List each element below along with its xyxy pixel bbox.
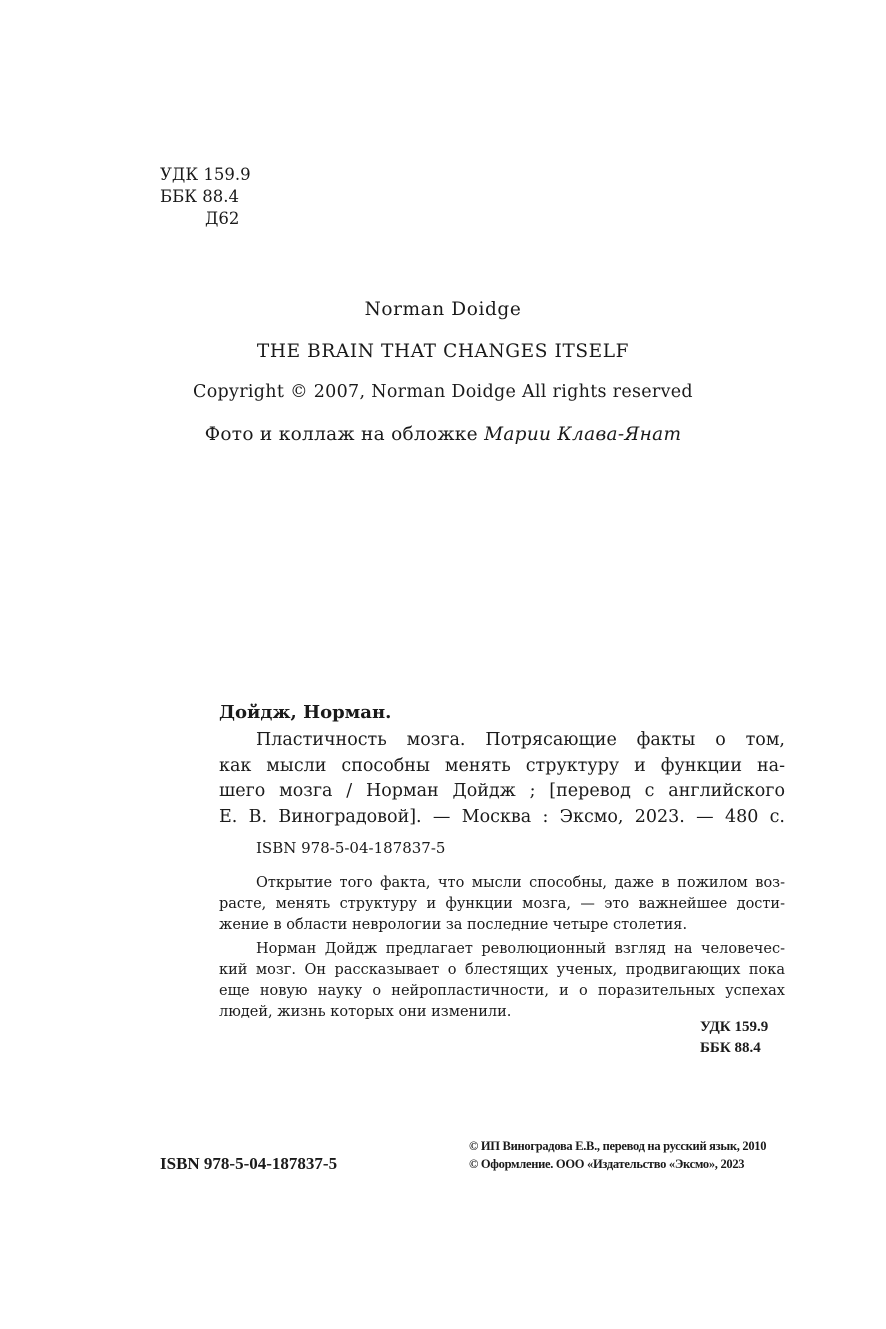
bottom-classification-codes xyxy=(700,1017,768,1059)
description-line: Е. В. Виноградовой]. — Москва : Эксмо, 2023. — 480 с. xyxy=(219,806,785,827)
annotation-line: расте, менять структуру и функции мозга, — это важнейшее дости- xyxy=(219,896,785,912)
author-mark: Д62 xyxy=(205,209,240,228)
annotation-line: людей, жизнь которых они изменили. xyxy=(219,1004,512,1020)
cover-credit-artist: Марии Клава-Янат xyxy=(484,424,682,445)
footer-isbn: ISBN 978-5-04-187837-5 xyxy=(160,1154,338,1173)
translation-rights: © ИП Виноградова Е.В., перевод на русский язык, 2010 xyxy=(469,1139,767,1153)
original-title: THE BRAIN THAT CHANGES ITSELF xyxy=(256,341,630,362)
udk-code: УДК 159.9 xyxy=(160,165,251,184)
annotation-line: Открытие того факта, что мысли способны, даже в пожилом воз- xyxy=(256,875,785,891)
description-line: Пластичность мозга. Потрясающие факты о том, xyxy=(256,730,785,750)
annotation-line: жение в области неврологии за последние четыре столетия. xyxy=(219,917,688,933)
classification-codes xyxy=(160,164,251,230)
bottom-udk-code: УДК 159.9 xyxy=(700,1019,769,1035)
annotation-line: еще новую науку о нейропластичности, и о поразительных успехах xyxy=(219,983,785,999)
description-line: шего мозга / Норман Дойдж ; [перевод с английского xyxy=(219,781,785,801)
bibliographic-author-heading: Дойдж, Норман. xyxy=(219,702,392,723)
annotation xyxy=(219,873,785,1023)
description-line: как мысли способны менять структуру и функции на- xyxy=(219,755,785,776)
design-rights: © Оформление. ООО «Издательство «Эксмо», 2023 xyxy=(469,1157,745,1171)
bbk-code: ББК 88.4 xyxy=(160,187,240,206)
original-author: Norman Doidge xyxy=(364,299,522,320)
bibliographic-description xyxy=(219,728,785,830)
cover-credit xyxy=(0,424,886,445)
bibliographic-isbn: ISBN 978-5-04-187837-5 xyxy=(256,839,446,857)
rights-notice xyxy=(469,1137,766,1173)
annotation-line: Норман Дойдж предлагает революционный взгляд на человечес- xyxy=(256,941,785,957)
annotation-line: кий мозг. Он рассказывает о блестящих ученых, продвигающих пока xyxy=(219,962,785,978)
cover-credit-prefix: Фото и коллаж на обложке xyxy=(204,424,478,445)
bottom-bbk-code: ББК 88.4 xyxy=(700,1040,761,1056)
original-copyright: Copyright © 2007, Norman Doidge All rights reserved xyxy=(193,382,693,402)
